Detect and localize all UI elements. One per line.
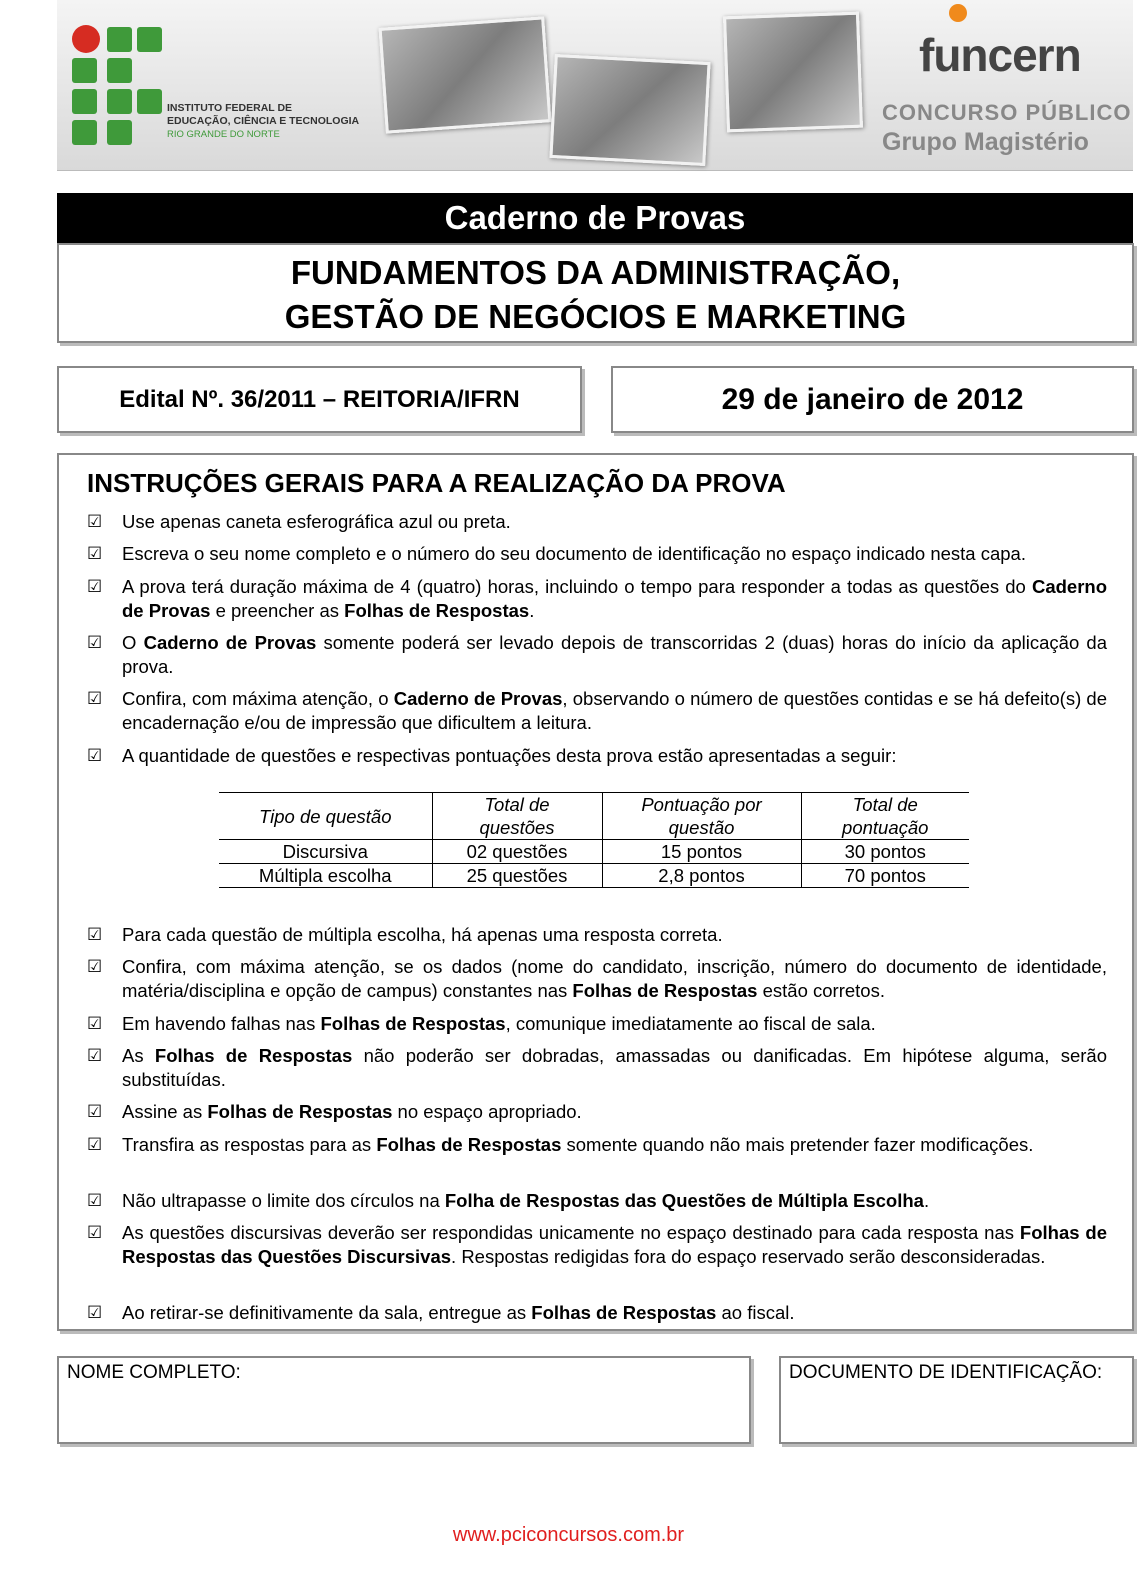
instruction-item: [87, 510, 1107, 534]
instruction-item: [87, 955, 1107, 1003]
subject-line-2: GESTÃO DE NEGÓCIOS E MARKETING: [284, 298, 907, 335]
questions-table: [219, 792, 969, 888]
instruction-item: [87, 1012, 1107, 1036]
instruction-text: Em havendo falhas nas Folhas de Respostas, comunique imediatamente ao fiscal de sala.: [122, 1013, 876, 1034]
grupo-label: Grupo Magistério: [882, 128, 1089, 156]
subject-line-1: FUNDAMENTOS DA ADMINISTRAÇÃO,: [290, 254, 901, 291]
instruction-text: As Folhas de Respostas não poderão ser dobradas, amassadas ou danificadas. Em hipótese alguma, serão substituídas.: [122, 1045, 1107, 1090]
concurso-label: CONCURSO PÚBLICO: [882, 100, 1132, 125]
instruction-text: O Caderno de Provas somente poderá ser levado depois de transcorridas 2 (duas) horas do início da aplicação da prova.: [122, 632, 1107, 677]
date-box: 29 de janeiro de 2012: [611, 366, 1134, 433]
checkbox-checked-icon: ☑: [87, 925, 103, 944]
funcern-logo: funcern: [919, 29, 1081, 81]
banner-photo: [723, 12, 863, 133]
instructions-box: [57, 453, 1134, 1331]
table-cell: 25 questões: [432, 864, 602, 888]
subject-box: [57, 243, 1134, 343]
instruction-text: Use apenas caneta esferográfica azul ou preta.: [122, 511, 511, 532]
document-field[interactable]: [779, 1356, 1134, 1444]
checkbox-checked-icon: ☑: [87, 1191, 103, 1210]
funcern-logo-dot: [949, 4, 967, 22]
checkbox-checked-icon: ☑: [87, 1046, 103, 1065]
document-label: DOCUMENTO DE IDENTIFICAÇÃO:: [789, 1362, 1103, 1383]
instruction-text: Transfira as respostas para as Folhas de Respostas somente quando não mais pretender fazer modificações.: [122, 1134, 1034, 1155]
table-cell: 2,8 pontos: [602, 864, 801, 888]
table-cell: Discursiva: [219, 840, 432, 864]
table-row: [219, 864, 969, 888]
instruction-text: As questões discursivas deverão ser respondidas unicamente no espaço destinado para cada resposta nas Folhas de Respostas das Questões Discursivas. Respostas redigidas fora do espaço reservado serão desconsideradas.: [122, 1222, 1107, 1267]
checkbox-checked-icon: ☑: [87, 746, 103, 765]
banner-photo: [379, 16, 552, 133]
footer-url[interactable]: www.pciconcursos.com.br: [452, 1524, 685, 1546]
checkbox-checked-icon: ☑: [87, 689, 103, 708]
checkbox-checked-icon: ☑: [87, 544, 103, 563]
table-header-cell: Total de pontuação: [801, 793, 969, 840]
caderno-title: Caderno de Provas: [57, 193, 1133, 243]
instruction-item: [87, 542, 1107, 566]
instruction-item: [87, 744, 1107, 768]
banner-photo: [549, 54, 710, 166]
checkbox-checked-icon: ☑: [87, 512, 103, 531]
instruction-text: A quantidade de questões e respectivas pontuações desta prova estão apresentadas a seguir:: [122, 745, 897, 766]
instruction-item: [87, 1301, 1107, 1325]
checkbox-checked-icon: ☑: [87, 957, 103, 976]
instruction-text: A prova terá duração máxima de 4 (quatro) horas, incluindo o tempo para responder a todas as questões do Caderno de Provas e preencher as Folhas de Respostas.: [122, 576, 1107, 621]
checkbox-checked-icon: ☑: [87, 1014, 103, 1033]
table-header-cell: Total de questões: [432, 793, 602, 840]
instruction-text: Ao retirar-se definitivamente da sala, entregue as Folhas de Respostas ao fiscal.: [122, 1302, 795, 1323]
header-banner: [57, 0, 1133, 171]
instruction-item: [87, 687, 1107, 735]
instruction-item: [87, 1044, 1107, 1092]
instruction-text: Assine as Folhas de Respostas no espaço apropriado.: [122, 1101, 582, 1122]
instruction-item: [87, 1100, 1107, 1124]
instruction-text: Não ultrapasse o limite dos círculos na Folha de Respostas das Questões de Múltipla Escolha.: [122, 1190, 930, 1211]
checkbox-checked-icon: ☑: [87, 1303, 103, 1322]
instruction-text: Escreva o seu nome completo e o número do seu documento de identificação no espaço indicado nesta capa.: [122, 543, 1026, 564]
checkbox-checked-icon: ☑: [87, 577, 103, 596]
instruction-item: [87, 923, 1107, 947]
instruction-text: Confira, com máxima atenção, se os dados (nome do candidato, inscrição, número do documento de identidade, matéria/disciplina e opção de campus) constantes nas Folhas de Respostas estão corretos.: [122, 956, 1107, 1001]
table-cell: 70 pontos: [801, 864, 969, 888]
instruction-item: [87, 1189, 1107, 1213]
instructions-title: INSTRUÇÕES GERAIS PARA A REALIZAÇÃO DA PROVA: [87, 468, 786, 498]
name-field[interactable]: [57, 1356, 751, 1444]
instruction-item: [87, 1221, 1107, 1269]
checkbox-checked-icon: ☑: [87, 1135, 103, 1154]
instruction-text: Para cada questão de múltipla escolha, há apenas uma resposta correta.: [122, 924, 723, 945]
table-header-row: [219, 793, 969, 840]
table-header-cell: Tipo de questão: [219, 793, 432, 840]
instruction-item: [87, 575, 1107, 623]
table-header-cell: Pontuação por questão: [602, 793, 801, 840]
table-row: [219, 840, 969, 864]
institution-name: INSTITUTO FEDERAL DE EDUCAÇÃO, CIÊNCIA E TECNOLOGIA RIO GRANDE DO NORTE: [167, 102, 360, 140]
table-cell: 02 questões: [432, 840, 602, 864]
checkbox-checked-icon: ☑: [87, 1102, 103, 1121]
name-label: NOME COMPLETO:: [67, 1362, 241, 1383]
instruction-item: [87, 1133, 1107, 1157]
checkbox-checked-icon: ☑: [87, 1223, 103, 1242]
checkbox-checked-icon: ☑: [87, 633, 103, 652]
instruction-text: Confira, com máxima atenção, o Caderno de Provas, observando o número de questões contidas e se há defeito(s) de encadernação e/ou de impressão que dificultem a leitura.: [122, 688, 1107, 733]
edital-box: Edital Nº. 36/2011 – REITORIA/IFRN: [57, 366, 582, 433]
table-cell: Múltipla escolha: [219, 864, 432, 888]
table-cell: 15 pontos: [602, 840, 801, 864]
table-cell: 30 pontos: [801, 840, 969, 864]
instruction-item: [87, 631, 1107, 679]
